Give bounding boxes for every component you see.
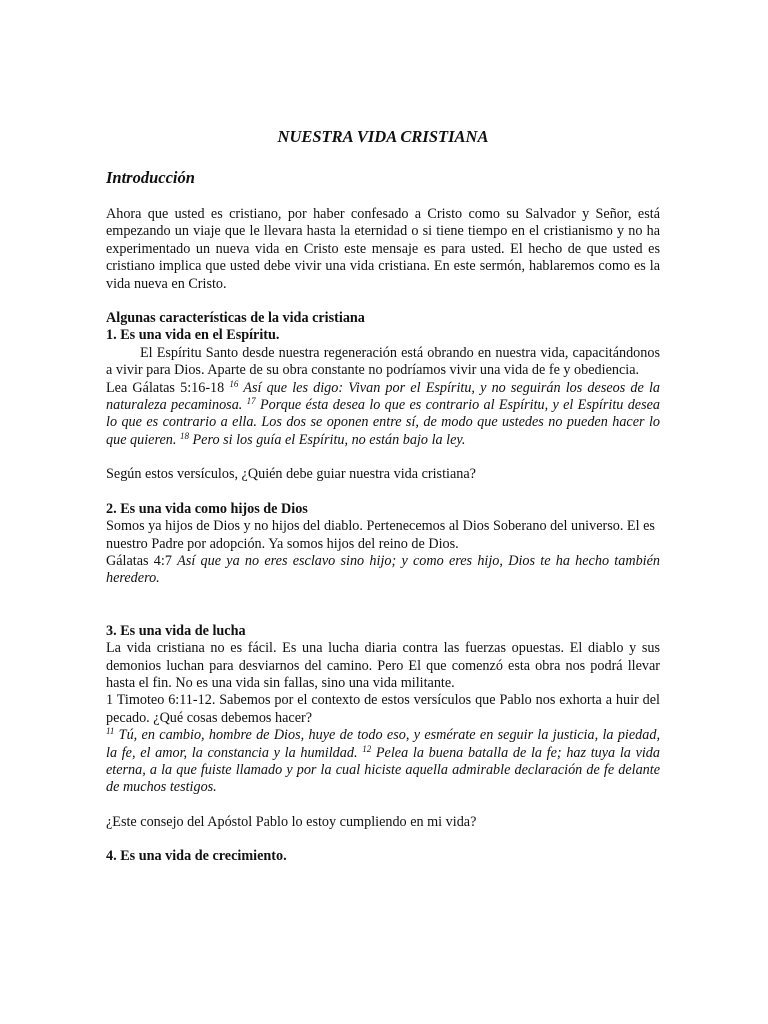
verse-number-17: 17 (246, 396, 256, 407)
section3-scripture-intro: 1 Timoteo 6:11-12. Sabemos por el contexto de estos versículos que Pablo nos exhorta a huir del pecado. ¿Qué cosas debemos hacer? (106, 692, 660, 726)
section1-scripture (106, 380, 660, 450)
section3-question: ¿Este consejo del Apóstol Pablo lo estoy cumpliendo en mi vida? (106, 813, 477, 830)
section1-paragraph: El Espíritu Santo desde nuestra regeneración está obrando en nuestra vida, capacitándonos a vivir para Dios. Aparte de su obra constante no podríamos vivir una vida de fe y obediencia. (106, 344, 660, 379)
section2-paragraph: Somos ya hijos de Dios y no hijos del diablo. Pertenecemos al Dios Soberano del universo. El es nuestro Padre por adopción. Ya somos hijos del reino de Dios. (106, 518, 655, 552)
section1-question: Según estos versículos, ¿Quién debe guiar nuestra vida cristiana? (106, 466, 476, 483)
verse-number-18: 18 (179, 430, 189, 441)
verse-16-text: Así que les digo: Vivan por el Espíritu, y no seguirán los deseos de la naturaleza pecaminosa. (106, 379, 660, 414)
verse-11-text: Tú, en cambio, hombre de Dios, huye de todo eso, y esmérate en seguir la justicia, la piedad, la fe, el amor, la constancia y la humildad. (106, 727, 660, 761)
section3-paragraph: La vida cristiana no es fácil. Es una lucha diaria contra las fuerzas opuestas. El diablo y sus demonios luchan para desviarnos del camino. Pero El que comenzó esta obra nos podrá llevar hasta el fin. No es una vida sin fallas, sino una vida militante. (106, 640, 660, 691)
section4-heading: 4. Es una vida de crecimiento. (106, 848, 287, 865)
intro-heading: Introducción (106, 168, 195, 187)
section1-scripture-ref: Lea Gálatas 5:16-18 (106, 379, 230, 396)
document-title: NUESTRA VIDA CRISTIANA (277, 127, 489, 146)
verse-12-text: Pelea la buena batalla de la fe; haz tuya la vida eterna, a la que fuiste llamado y por la cual hiciste aquella admirable declaración de fe delante de muchos testigos. (106, 744, 660, 796)
section3-scripture (106, 727, 660, 797)
characteristics-heading: Algunas características de la vida cristiana (106, 310, 365, 327)
verse-18-text: Pero si los guía el Espíritu, no están bajo la ley. (188, 431, 466, 448)
verse-17-text: Porque ésta desea lo que es contrario al Espíritu, y el Espíritu desea lo que es contrario a ella. Los dos se oponen entre sí, de modo que ustedes no pueden hacer lo que quieren. (106, 397, 660, 448)
section2-scripture (106, 553, 660, 588)
section1-heading: 1. Es una vida en el Espíritu. (106, 327, 280, 344)
verse-number-12: 12 (362, 743, 372, 754)
verse-number-16: 16 (229, 378, 239, 389)
section3-heading: 3. Es una vida de lucha (106, 622, 246, 639)
section2-heading: 2. Es una vida como hijos de Dios (106, 500, 308, 517)
section2-scripture-ref: Gálatas 4:7 (106, 552, 178, 569)
section2-verse-text: Así que ya no eres esclavo sino hijo; y como eres hijo, Dios te ha hecho también heredero. (106, 552, 661, 587)
intro-paragraph: Ahora que usted es cristiano, por haber confesado a Cristo como su Salvador y Señor, está empezando un viaje que le llevara hasta la eternidad o si tiene tiempo en el cristianismo y no ha experimentado un nueva vida en Cristo este mensaje es para usted. El hecho de que usted es cristiano implica que usted debe vivir una vida cristiana. En este sermón, hablaremos como es la vida nueva en Cristo. (106, 206, 660, 292)
verse-number-11: 11 (106, 726, 115, 737)
